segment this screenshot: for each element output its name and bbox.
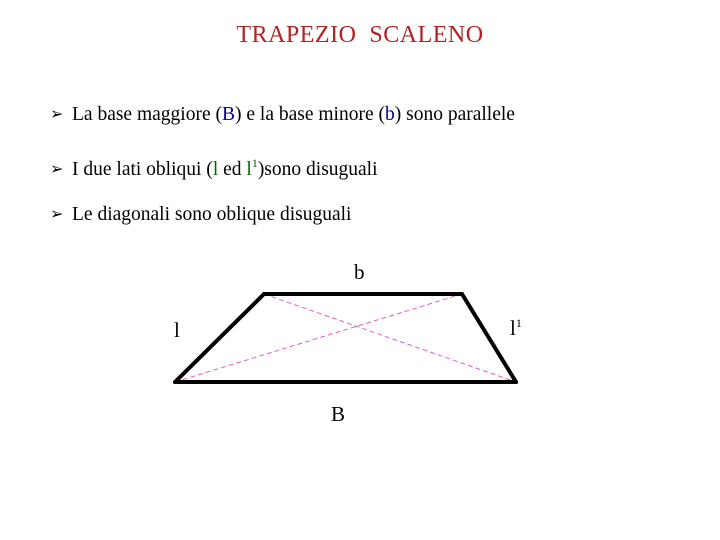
label-side-l1	[510, 318, 522, 339]
arrow-bullet-icon: ➢	[50, 104, 64, 123]
label-minor-base: b	[354, 260, 365, 284]
arrow-bullet-icon: ➢	[50, 159, 64, 178]
label-major-base: B	[331, 402, 346, 426]
bullet-3-text: Le diagonali sono oblique disuguali	[72, 204, 352, 225]
side-l	[175, 294, 264, 382]
bullet-1-pre: La base maggiore (	[72, 104, 222, 125]
label-side-l1-base: l	[510, 316, 516, 340]
label-side-l1-sup: 1	[515, 316, 522, 330]
bullet-2-side-l: l	[212, 159, 219, 180]
bullet-1-mid: ) e la base minore (	[235, 104, 385, 125]
arrow-bullet-icon: ➢	[50, 204, 64, 223]
bullet-1-major-base: B	[221, 104, 235, 125]
slide-title: TRAPEZIO SCALENO	[236, 22, 484, 48]
bullet-2-side-l1-base: l	[246, 159, 252, 180]
bullet-1-post: ) sono parallele	[394, 104, 515, 125]
bullet-2-pre: I due lati obliqui (	[72, 159, 213, 180]
bullet-2-post: )sono disuguali	[257, 159, 378, 180]
label-side-l: l	[174, 318, 180, 342]
bullet-1-minor-base: b	[384, 104, 395, 125]
side-l1	[462, 294, 516, 382]
bullet-2-mid: ed	[218, 159, 247, 180]
bullet-2-side-l1-sup: 1	[251, 156, 258, 170]
diagonal-2	[264, 294, 516, 382]
